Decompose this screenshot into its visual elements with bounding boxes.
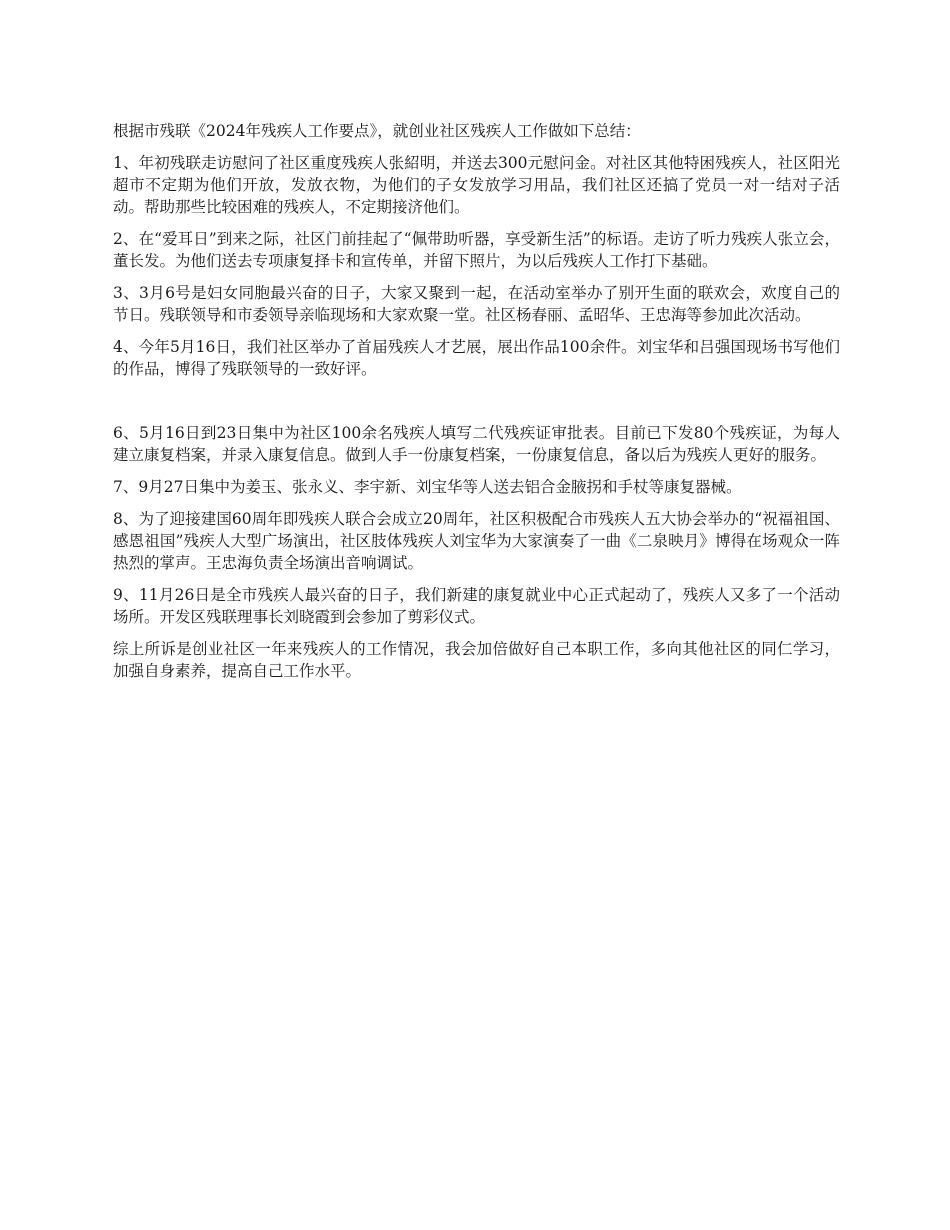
paragraph-item-6: 6、5月16日到23日集中为社区100余名残疾人填写二代残疾证审批表。目前已下发80个残疾证，为每人建立康复档案，并录入康复信息。做到人手一份康复档案，一份康复信息，备以后为残疾人更好的服务。 (113, 424, 840, 464)
document-page (113, 120, 840, 692)
paragraph-item-4: 4、今年5月16日，我们社区举办了首届残疾人才艺展，展出作品100余件。刘宝华和吕强国现场书写他们的作品，博得了残联领导的一致好评。 (113, 338, 840, 378)
paragraph-item-2: 2、在“爱耳日”到来之际，社区门前挂起了“佩带助听器，享受新生活”的标语。走访了听力残疾人张立会，董长发。为他们送去专项康复择卡和宣传单，并留下照片，为以后残疾人工作打下基础。 (113, 230, 840, 270)
paragraph-item-9: 9、11月26日是全市残疾人最兴奋的日子，我们新建的康复就业中心正式起动了，残疾人又多了一个活动场所。开发区残联理事长刘晓霞到会参加了剪彩仪式。 (113, 586, 840, 626)
blank-gap (113, 390, 840, 422)
summary-paragraph: 综上所诉是创业社区一年来残疾人的工作情况，我会加倍做好自己本职工作，多向其他社区的同仁学习，加强自身素养，提高自己工作水平。 (113, 640, 840, 680)
paragraph-item-8: 8、为了迎接建国60周年即残疾人联合会成立20周年，社区积极配合市残疾人五大协会举办的“祝福祖国、感恩祖国”残疾人大型广场演出，社区肢体残疾人刘宝华为大家演奏了一曲《二泉映月》博得在场观众一阵热烈的掌声。王忠海负责全场演出音响调试。 (113, 510, 840, 572)
paragraph-item-1: 1、年初残联走访慰问了社区重度残疾人张紹明，并送去300元慰问金。对社区其他特困残疾人，社区阳光超市不定期为他们开放，发放衣物，为他们的子女发放学习用品，我们社区还搞了党员一对一结对子活动。帮助那些比较困难的残疾人，不定期接济他们。 (113, 154, 840, 216)
paragraph-item-3: 3、3月6号是妇女同胞最兴奋的日子，大家又聚到一起，在活动室举办了别开生面的联欢会，欢度自己的节日。残联领导和市委领导亲临现场和大家欢聚一堂。社区杨春丽、孟昭华、王忠海等参加此次活动。 (113, 284, 840, 324)
paragraph-item-7: 7、9月27日集中为姜玉、张永义、李宇新、刘宝华等人送去铝合金腋拐和手杖等康复器械。 (113, 478, 742, 496)
intro-paragraph: 根据市残联《2024年残疾人工作要点》，就创业社区残疾人工作做如下总结： (113, 122, 641, 140)
